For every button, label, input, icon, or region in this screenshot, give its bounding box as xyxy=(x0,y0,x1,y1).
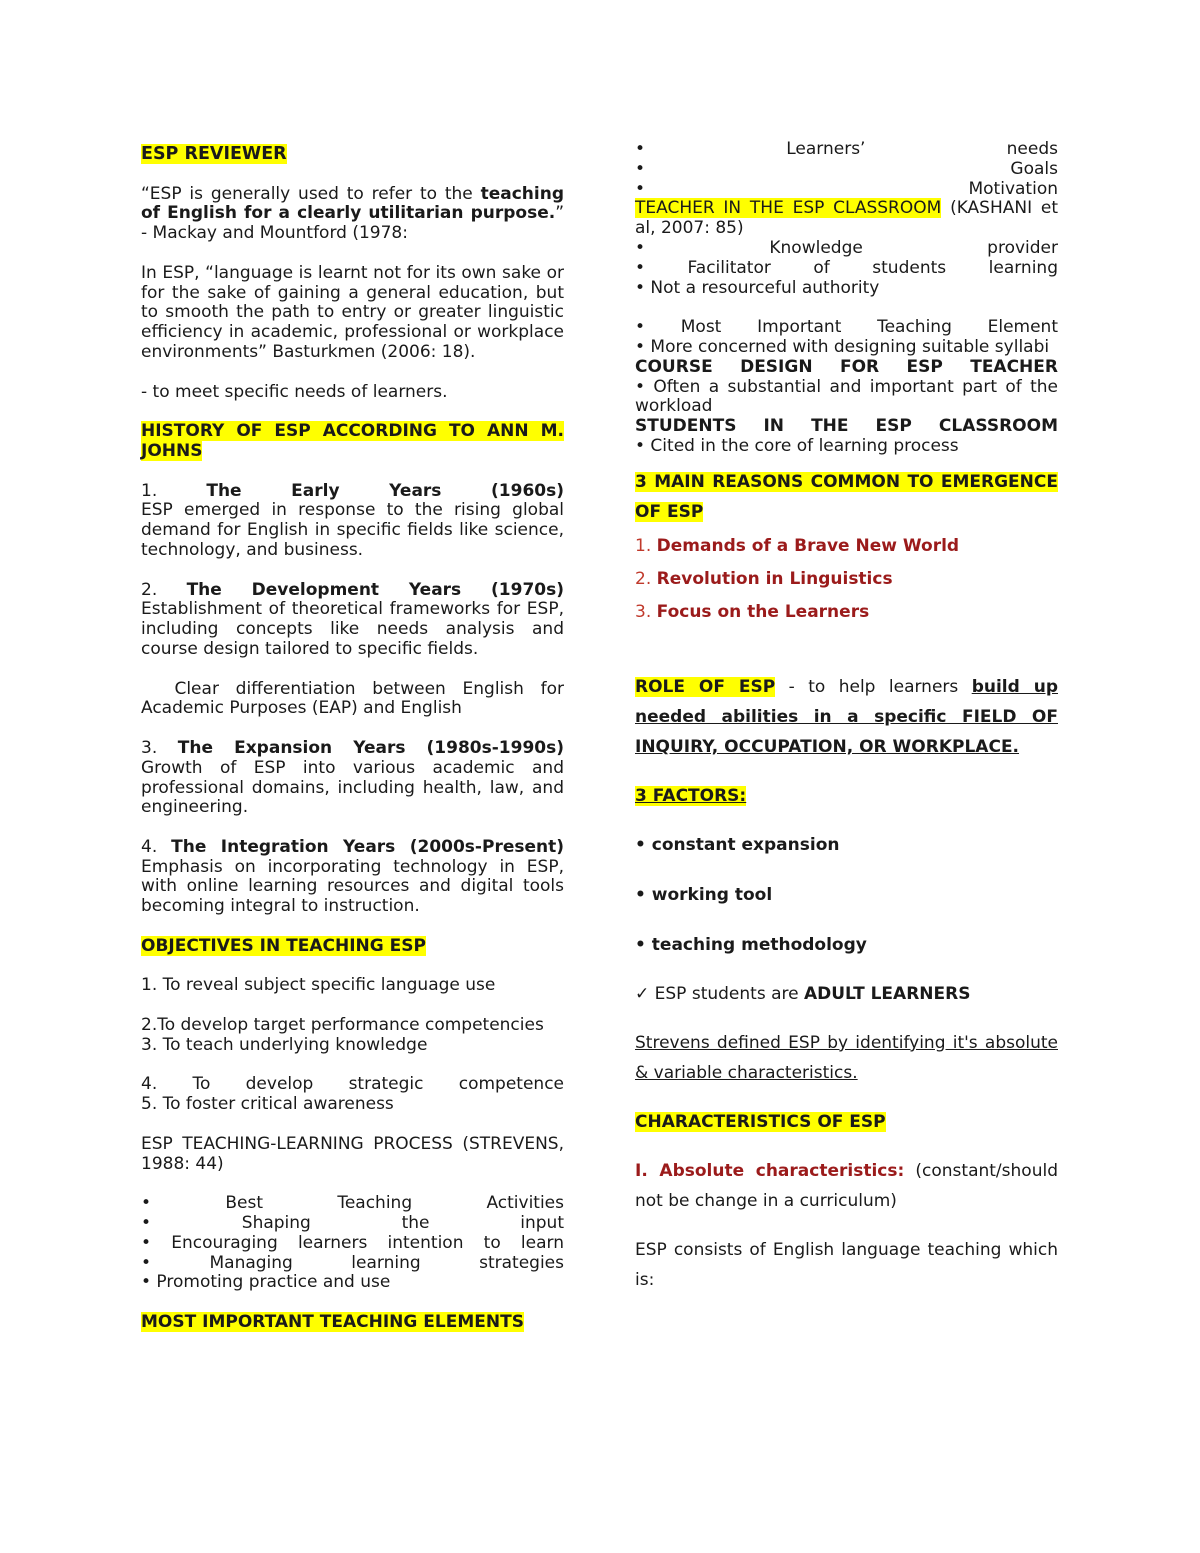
doc-title: ESP REVIEWER xyxy=(141,144,287,164)
course-design-item: • Often a substantial and important part of the workload xyxy=(635,376,1058,417)
adult-learners: ✓ ESP students are ADULT LEARNERS xyxy=(635,983,971,1004)
right-column xyxy=(635,140,1058,1295)
objective-5: 5. To foster critical awareness xyxy=(141,1094,394,1115)
factor-item: • teaching methodology xyxy=(635,934,867,955)
process-item: • Shaping the input xyxy=(141,1213,564,1234)
history-4-body: Emphasis on incorporating technology in ESP, with online learning resources and digital tools becoming integral to instruction. xyxy=(141,856,564,917)
history-3-title: 3. The Expansion Years (1980s-1990s) xyxy=(141,737,565,758)
history-4-title: 4. The Integration Years (2000s-Present) xyxy=(141,836,564,857)
history-1-body: ESP emerged in response to the rising global demand for English in specific fields like science, technology, and business. xyxy=(141,500,564,560)
reason-item: 1. Demands of a Brave New World xyxy=(635,535,960,556)
esp-consists: ESP consists of English language teaching which is: xyxy=(635,1239,1058,1290)
factors-heading: 3 FACTORS: xyxy=(635,785,747,806)
most-important-heading: MOST IMPORTANT TEACHING ELEMENTS xyxy=(141,1312,524,1333)
objective-1: 1. To reveal subject specific language use xyxy=(141,975,496,996)
element-item: • Motivation xyxy=(635,178,1058,199)
history-heading: HISTORY OF ESP ACCORDING TO ANN M. JOHNS xyxy=(141,421,564,461)
course-design-heading: COURSE DESIGN FOR ESP TEACHER xyxy=(635,356,1058,377)
clear-differentiation: Clear differentiation between English for Academic Purposes (EAP) and English xyxy=(141,678,570,719)
reason-item: 3. Focus on the Learners xyxy=(635,601,870,622)
characteristics-heading: CHARACTERISTICS OF ESP xyxy=(635,1111,886,1132)
element-item: • Learners’ needs xyxy=(635,139,1058,159)
objective-3: 3. To teach underlying knowledge xyxy=(141,1034,428,1055)
objectives-heading: OBJECTIVES IN TEACHING ESP xyxy=(141,935,426,956)
process-item: • Best Teaching Activities xyxy=(141,1193,564,1214)
students-item: • Cited in the core of learning process xyxy=(635,435,959,456)
left-column xyxy=(141,144,570,1333)
teacher-heading: TEACHER IN THE ESP CLASSROOM (KASHANI et al, 2007: 85) xyxy=(635,198,1058,239)
factor-item: • constant expansion xyxy=(635,834,840,855)
concerned-item: • More concerned with designing suitable syllabi xyxy=(635,336,1050,357)
teacher-item: • Facilitator of students learning xyxy=(635,257,1058,278)
history-2-body: Establishment of theoretical frameworks for ESP, including concepts like needs analysis and course design tailored to specific fields. xyxy=(141,599,564,659)
history-1-title: 1. The Early Years (1960s) xyxy=(141,480,565,501)
absolute-characteristics: I. Absolute characteristics: (constant/should not be change in a curriculum) xyxy=(635,1160,1058,1211)
objective-4: 4. To develop strategic competence xyxy=(141,1074,564,1095)
process-item: • Promoting practice and use xyxy=(141,1272,391,1293)
students-heading: STUDENTS IN THE ESP CLASSROOM xyxy=(635,416,1058,437)
process-item: • Managing learning strategies xyxy=(141,1252,564,1273)
factor-item: • working tool xyxy=(635,884,773,905)
teacher-item: • Knowledge provider xyxy=(635,237,1058,258)
teacher-item: • Not a resourceful authority xyxy=(635,277,880,298)
reasons-heading: 3 MAIN REASONS COMMON TO EMERGENCE OF ESP xyxy=(635,471,1058,522)
objective-2: 2.To develop target performance competencies xyxy=(141,1015,544,1036)
strevens-note: Strevens defined ESP by identifying it's absolute & variable characteristics. xyxy=(635,1032,1058,1083)
quote-basturkmen: In ESP, “language is learnt not for its own sake or for the sake of gaining a general education, but to smooth the path to entry or greater linguistic efficiency in academic, professional or workplace environments” Basturkmen (2006: 18). xyxy=(141,262,564,362)
history-3-body: Growth of ESP into various academic and professional domains, including health, law, and engineering. xyxy=(141,757,564,818)
meet-needs: - to meet specific needs of learners. xyxy=(141,381,448,402)
quote-mackay: “ESP is generally used to refer to the teaching of English for a clearly utilitarian purpose.” - Mackay and Mountford (1978: xyxy=(141,183,564,244)
element-item: • Goals xyxy=(635,158,1058,179)
most-important-item: • Most Important Teaching Element xyxy=(635,317,1058,338)
history-2-title: 2. The Development Years (1970s) xyxy=(141,579,564,600)
role-of-esp: ROLE OF ESP - to help learners build up needed abilities in a specific FIELD OF INQUIRY, OCCUPATION, OR WORKPLACE. xyxy=(635,676,1058,757)
process-item: • Encouraging learners intention to learn xyxy=(141,1232,564,1253)
process-heading: ESP TEACHING-LEARNING PROCESS (STREVENS, 1988: 44) xyxy=(141,1133,564,1174)
reason-item: 2. Revolution in Linguistics xyxy=(635,568,893,589)
